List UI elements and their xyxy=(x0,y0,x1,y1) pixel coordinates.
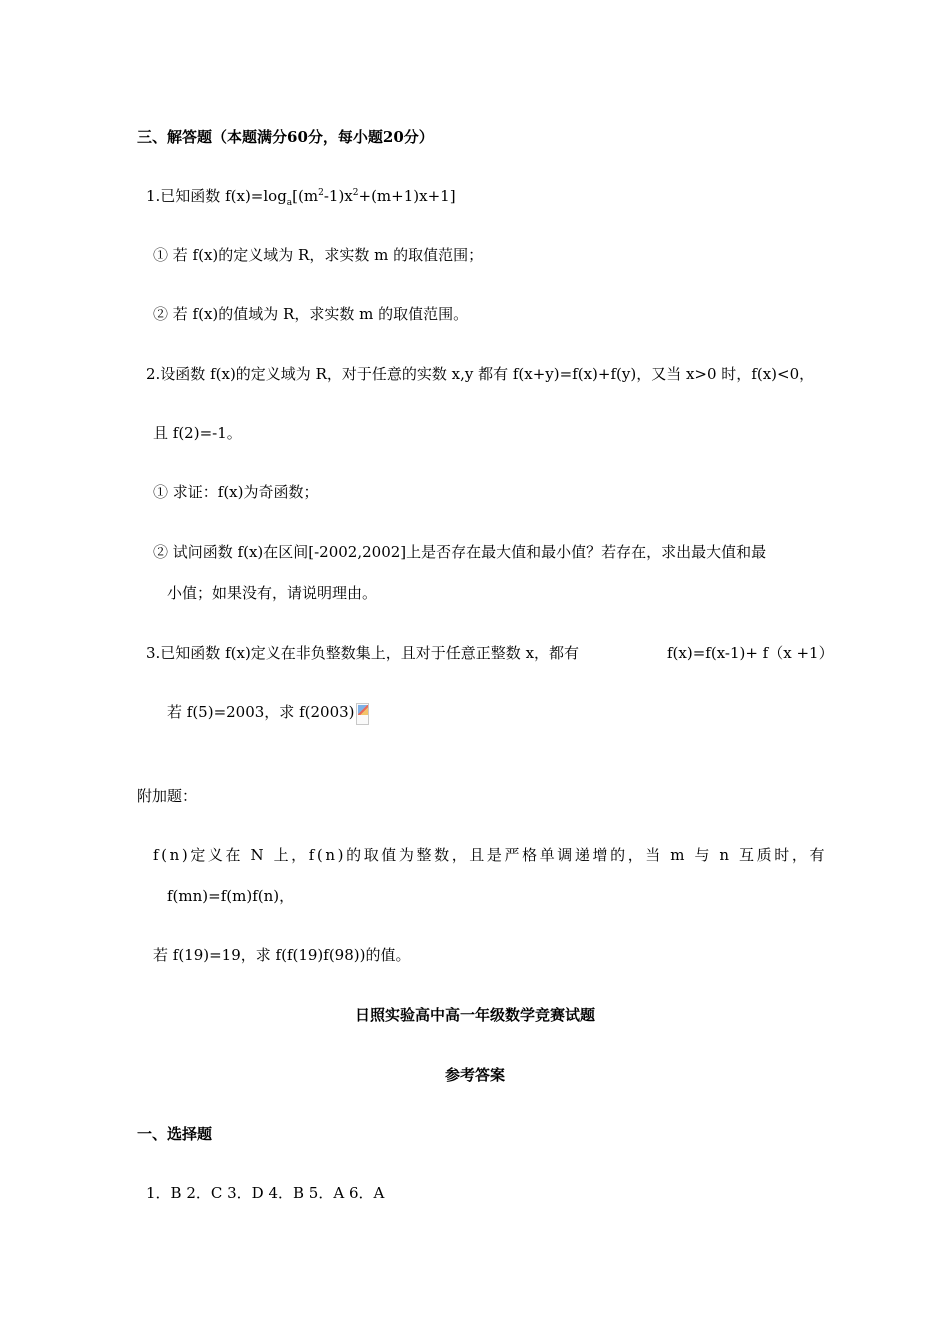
q1-exponent-1: 2 xyxy=(318,188,324,198)
q1-log-base: a xyxy=(286,198,293,208)
bonus-line-2: f(mn)=f(m)f(n)， xyxy=(167,887,295,905)
q3-stem-line-2-text: 若 f(5)=2003，求 f(2003) xyxy=(167,703,355,721)
question-3-stem-line-1: 3.已知函数 f(x)定义在非负整数集上，且对于任意正整数 x，都有 xyxy=(146,644,580,662)
question-1-part-1: ① 若 f(x)的定义域为 R，求实数 m 的取值范围； xyxy=(153,246,484,264)
question-3-stem-line-2 xyxy=(167,702,369,725)
question-2-part-2-line-1: ② 试问函数 f(x)在区间[-2002,2002]上是否存在最大值和最小值？若存在，求出最大值和最 xyxy=(153,543,767,561)
bonus-heading: 附加题： xyxy=(137,787,198,805)
answers-title: 日照实验高中高一年级数学竞赛试题 xyxy=(354,1006,595,1024)
bonus-line-3: 若 f(19)=19，求 f(f(19)f(98))的值。 xyxy=(153,946,411,964)
q1-stem-mid: [(m xyxy=(292,187,319,205)
question-2-part-1: ① 求证：f(x)为奇函数； xyxy=(153,483,319,501)
answers-subtitle: 参考答案 xyxy=(444,1066,505,1084)
question-2-stem-line-1: 2.设函数 f(x)的定义域为 R，对于任意的实数 x,y 都有 f(x+y)=f(x)+f(y)，又当 x>0 时，f(x)<0， xyxy=(146,365,815,383)
question-2-stem-line-2: 且 f(2)=-1。 xyxy=(153,424,242,442)
bonus-line-1: f(n)定义在 N 上，f(n)的取值为整数，且是严格单调递增的，当 m 与 n 互质时，有 xyxy=(153,846,828,864)
broken-image-icon xyxy=(356,703,369,725)
question-1-part-2: ② 若 f(x)的值域为 R，求实数 m 的取值范围。 xyxy=(153,305,469,323)
q1-exponent-2: 2 xyxy=(352,188,359,198)
question-1-stem xyxy=(146,186,456,206)
q1-stem-prefix: 1.已知函数 f(x)=log xyxy=(146,187,287,205)
section-heading-solve: 三、解答题（本题满分60分，每小题20分） xyxy=(137,128,434,146)
answers-section-1-heading: 一、选择题 xyxy=(137,1125,213,1143)
q1-stem-mid2: -1)x xyxy=(323,187,353,205)
answers-section-1-list: 1．B 2．C 3．D 4．B 5．A 6．A xyxy=(146,1184,385,1202)
question-2-part-2-line-2: 小值；如果没有，请说明理由。 xyxy=(167,584,378,602)
q1-stem-suffix: +(m+1)x+1] xyxy=(358,187,456,205)
question-3-formula: f(x)=f(x-1)+ f（x +1） xyxy=(667,644,834,662)
